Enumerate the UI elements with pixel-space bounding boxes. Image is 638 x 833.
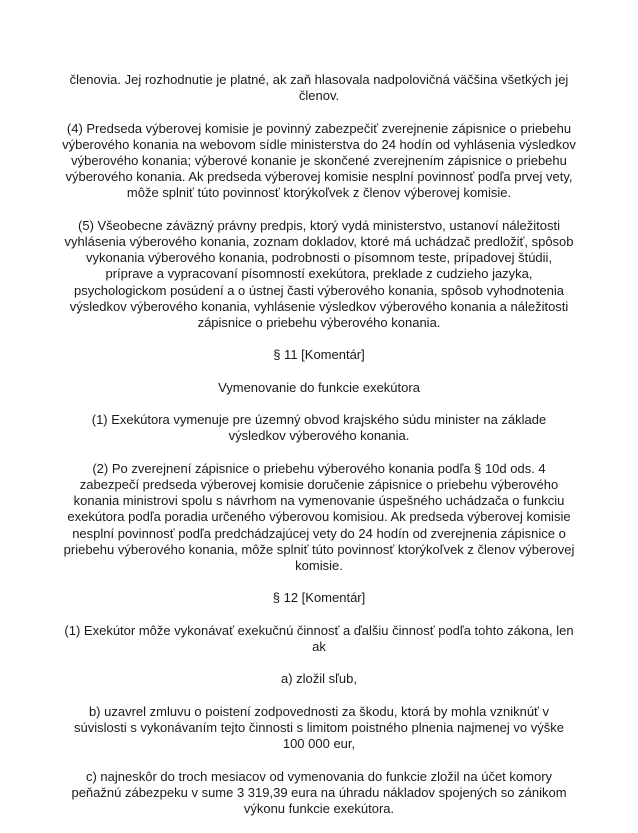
list-item-c: c) najneskôr do troch mesiacov od vymenovania do funkcie zložil na účet komory peňažnú zábezpeku v sume 3 319,39 eura na úhradu nákladov spojených so zánikom výkonu funkcie exekútora. [71,768,567,816]
section-11-title: Vymenovanie do funkcie exekútora [218,379,420,395]
document-page [62,72,576,833]
paragraph-section-10-subsection-4: (4) Predseda výberovej komisie je povinný zabezpečiť zverejnenie zápisnice o priebehu výberového konania na webovom sídle ministerstva do 24 hodín od vyhlásenia výsledkov výberového konania; výberové konanie je skončené zverejnením zápisnice o priebehu výberového konania. Ak predseda výberovej komisie nesplní povinnosť podľa prvej vety, môže splniť túto povinnosť ktorýkoľvek z členov výberovej komisie. [62,120,576,201]
paragraph-section-12-subsection-1: (1) Exekútor môže vykonávať exekučnú činnosť a ďalšiu činnosť podľa tohto zákona, len ak [64,622,574,654]
section-11-heading: § 11 [Komentár] [273,347,365,363]
paragraph-section-11-subsection-1: (1) Exekútora vymenuje pre územný obvod krajského súdu minister na základe výsledkov výberového konania. [91,412,547,444]
paragraph-section-10-subsection-5: (5) Všeobecne záväzný právny predpis, ktorý vydá ministerstvo, ustanoví náležitosti vyhlásenia výberového konania, zoznam dokladov, ktoré má uchádzač predložiť, spôsob vykonania výberového konania, podrobnosti o písomnom teste, prípadovej štúdii, príprave a vypracovaní písomností exekútora, preklade z cudzieho jazyka, psychologickom posúdení a o ústnej časti výberového konania, spôsob vyhodnotenia výsledkov výberového konania, vyhlásenie výsledkov výberového konania a náležitosti zápisnice o priebehu výberového konania. [64,217,574,331]
paragraph-section-10-continuation: členovia. Jej rozhodnutie je platné, ak zaň hlasovala nadpolovičná väčšina všetkých jej členov. [69,72,569,104]
list-item-a: a) zložil sľub, [280,671,358,687]
list-item-b: b) uzavrel zmluvu o poistení zodpovednosti za škodu, ktorá by mohla vzniknúť v súvislosti s vykonávaním tejto činnosti s limitom poistného plnenia najmenej vo výške 100 000 eur, [74,703,564,752]
paragraph-section-11-subsection-2: (2) Po zverejnení zápisnice o priebehu výberového konania podľa § 10d ods. 4 zabezpečí predseda výberovej komisie doručenie zápisnice o priebehu výberového konania ministrovi spolu s návrhom na vymenovanie úspešného uchádzača o funkciu exekútora podľa poradia určeného výberovou komisiou. Ak predseda výberovej komisie nesplní povinnosť podľa predchádzajúcej vety do 24 hodín od zverejnenia zápisnice o priebehu výberového konania, môže splniť túto povinnosť ktorýkoľvek z členov výberovej komisie. [63,460,575,573]
section-12-heading: § 12 [Komentár] [272,590,366,606]
